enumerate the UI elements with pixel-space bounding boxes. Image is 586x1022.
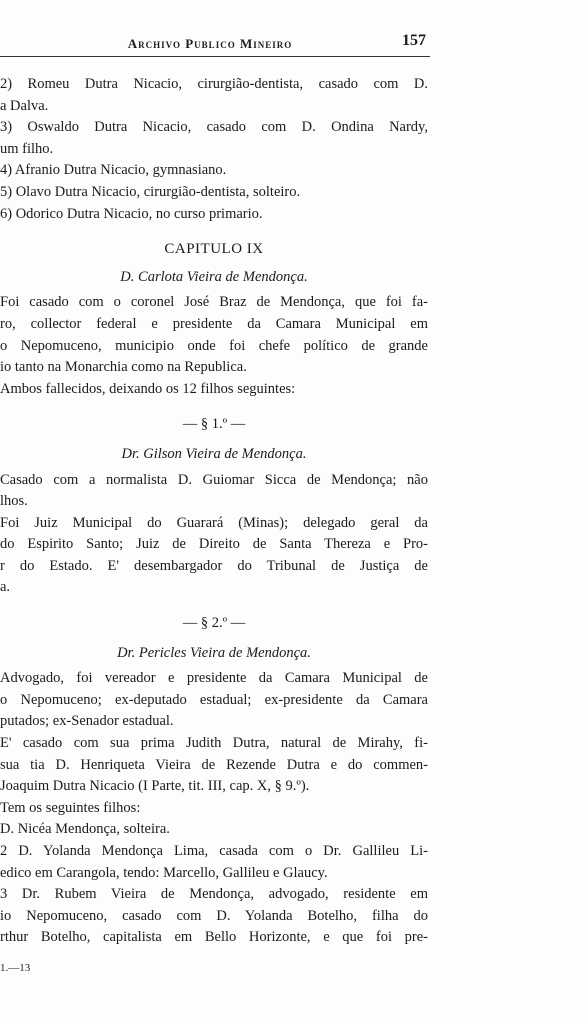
header-divider xyxy=(0,56,430,57)
text-line: do Espirito Santo; Juiz de Direito de Santa Thereza e Pro- xyxy=(0,536,428,553)
list-item: 5) Olavo Dutra Nicacio, cirurgião-dentista, solteiro. xyxy=(0,183,301,200)
text-line: a. xyxy=(0,579,11,596)
list-item: 3) Oswaldo Dutra Nicacio, casado com D. Ondina Nardy, xyxy=(0,119,428,136)
section-2-heading: — § 2.º — xyxy=(182,615,246,632)
section-1-paragraph xyxy=(0,470,428,600)
section-1-heading: — § 1.º — xyxy=(182,416,246,433)
text-line: r do Estado. E' desembargador do Tribunal de Justiça de xyxy=(0,557,428,574)
journal-title: Archivo Publico Mineiro xyxy=(127,36,293,51)
body-text xyxy=(0,74,428,949)
running-header xyxy=(0,30,440,56)
text-line: lhos. xyxy=(0,493,28,510)
text-line: Joaquim Dutra Nicacio (I Parte, tit. III, cap. X, § 9.º). xyxy=(0,778,310,795)
chapter-person-heading: D. Carlota Vieira de Mendonça. xyxy=(120,268,308,285)
section-2-person-heading: Dr. Pericles Vieira de Mendonça. xyxy=(117,644,311,661)
list-item-continuation: edico em Carangola, tendo: Marcello, Gallileu e Glaucy. xyxy=(0,864,328,881)
chapter-heading: CAPITULO IX xyxy=(164,241,264,258)
chapter-paragraph xyxy=(0,292,428,400)
text-line: ro, collector federal e presidente da Camara Municipal em xyxy=(0,315,428,332)
text-line: Ambos fallecidos, deixando os 12 filhos seguintes: xyxy=(0,380,296,397)
list-item: 4) Afranio Dutra Nicacio, gymnasiano. xyxy=(0,162,227,179)
children-list xyxy=(0,74,428,225)
page-number: 157 xyxy=(402,32,426,49)
text-line: o Nepomuceno; ex-deputado estadual; ex-presidente da Camara xyxy=(0,691,428,708)
section-1-person-heading: Dr. Gilson Vieira de Mendonça. xyxy=(121,445,307,462)
text-line: putados; ex-Senador estadual. xyxy=(0,713,174,730)
list-item-continuation: a Dalva. xyxy=(0,97,49,114)
list-item: 3 Dr. Rubem Vieira de Mendonça, advogado, residente em xyxy=(0,886,428,903)
text-line: o Nepomuceno, municipio onde foi chefe político de grande xyxy=(0,337,428,354)
text-line: sua tia D. Henriqueta Vieira de Rezende Dutra e do commen- xyxy=(0,756,428,773)
list-item-continuation: um filho. xyxy=(0,140,54,157)
list-item-continuation: rthur Botelho, capitalista em Bello Horizonte, e que foi pre- xyxy=(0,929,428,946)
section-2-paragraph xyxy=(0,668,428,949)
text-line: Casado com a normalista D. Guiomar Sicca de Mendonça; não xyxy=(0,471,428,488)
text-line: io tanto na Monarchia como na Republica. xyxy=(0,359,247,376)
text-line: Advogado, foi vereador e presidente da Camara Municipal de xyxy=(0,670,428,687)
text-line: Foi Juiz Municipal do Guarará (Minas); delegado geral da xyxy=(0,514,428,531)
list-item: 6) Odorico Dutra Nicacio, no curso primario. xyxy=(0,205,263,222)
text-line: Foi casado com o coronel José Braz de Mendonça, que foi fa- xyxy=(0,294,428,311)
signature-mark: 1.—13 xyxy=(0,962,31,974)
text-line: E' casado com sua prima Judith Dutra, natural de Mirahy, fi- xyxy=(0,735,428,752)
list-item: D. Nicéa Mendonça, solteira. xyxy=(0,821,170,838)
list-item: 2 D. Yolanda Mendonça Lima, casada com o Dr. Gallileu Li- xyxy=(0,843,428,859)
text-line: Tem os seguintes filhos: xyxy=(0,799,141,816)
list-item: 2) Romeu Dutra Nicacio, cirurgião-dentista, casado com D. xyxy=(0,76,428,92)
list-item-continuation: io Nepomuceno, casado com D. Yolanda Botelho, filha do xyxy=(0,907,428,924)
